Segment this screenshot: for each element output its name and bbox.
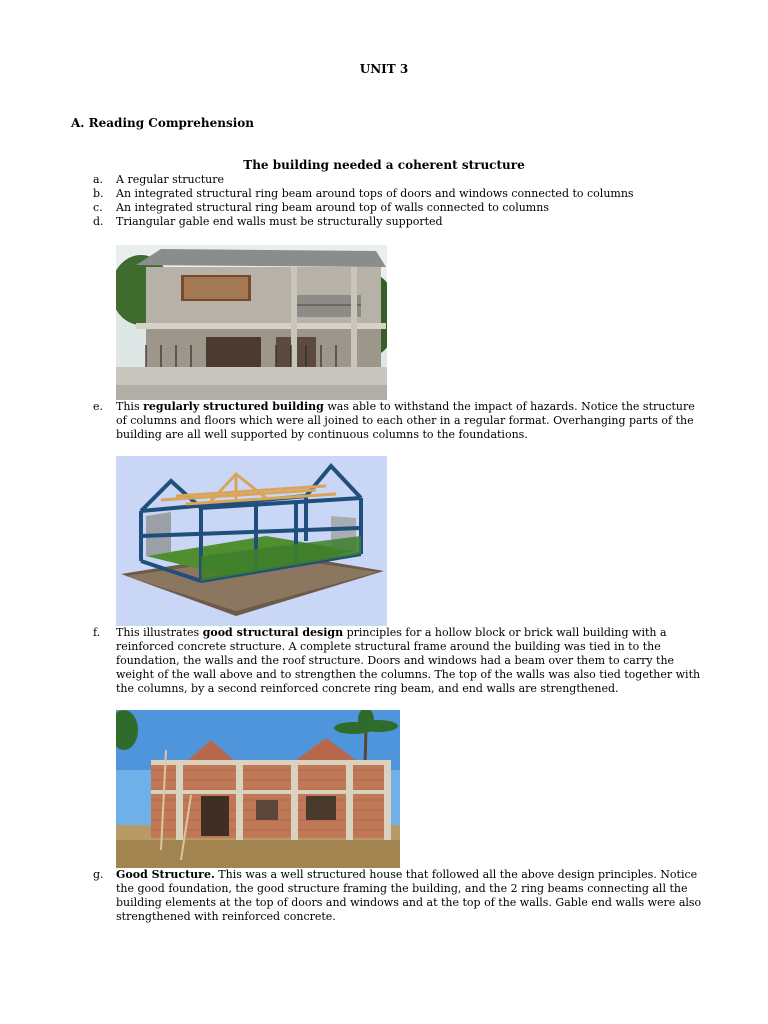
good-structure-photo	[116, 710, 400, 868]
list-letter: f.	[93, 626, 101, 639]
document-heading: The building needed a coherent structure	[243, 158, 525, 172]
list-item	[93, 626, 708, 696]
unit-title: UNIT 3	[359, 62, 409, 76]
item-g-text: Good Structure. This was a well structured house that followed all the above design principles. Notice the good foundation, the good structure framing the building, and the 2 ring beams connecting all the building elements at the top of doors and windows and at the top of the walls. Gable end walls were also strengthened with reinforced concrete.	[116, 868, 702, 923]
list-letter: e.	[93, 400, 104, 413]
list-letter: d.	[93, 215, 104, 228]
list-letter: c.	[93, 201, 103, 214]
regular-building-photo	[116, 245, 387, 400]
list-letter: g.	[93, 868, 104, 881]
list-item	[93, 400, 708, 442]
list-item	[93, 201, 708, 215]
list-item	[93, 868, 708, 924]
list-item	[93, 187, 708, 201]
structural-frame-render	[116, 456, 387, 626]
list-text: Triangular gable end walls must be structurally supported	[116, 215, 443, 228]
list-letter: b.	[93, 187, 104, 200]
list-text: An integrated structural ring beam around tops of doors and windows connected to columns	[116, 187, 634, 200]
list-letter: a.	[93, 173, 104, 186]
item-e-text: This regularly structured building was able to withstand the impact of hazards. Notice the structure of columns and floors which were all joined to each other in a regular format. Overhanging parts of the building are all well supported by continuous columns to the foundations.	[116, 400, 695, 441]
list-text: An integrated structural ring beam around top of walls connected to columns	[116, 201, 549, 214]
list-text: A regular structure	[116, 173, 225, 186]
list-item	[93, 173, 708, 187]
list-item	[93, 215, 708, 229]
item-f-text: This illustrates good structural design principles for a hollow block or brick wall building with a reinforced concrete structure. A complete structural frame around the building was tied in to the foundation, the walls and the roof structure. Doors and windows had a beam over them to carry the weight of the wall above and to strengthen the columns. The top of the walls was also tied together with the columns, by a second reinforced concrete ring beam, and end walls are strengthened.	[116, 626, 701, 695]
section-heading: A. Reading Comprehension	[71, 116, 255, 130]
